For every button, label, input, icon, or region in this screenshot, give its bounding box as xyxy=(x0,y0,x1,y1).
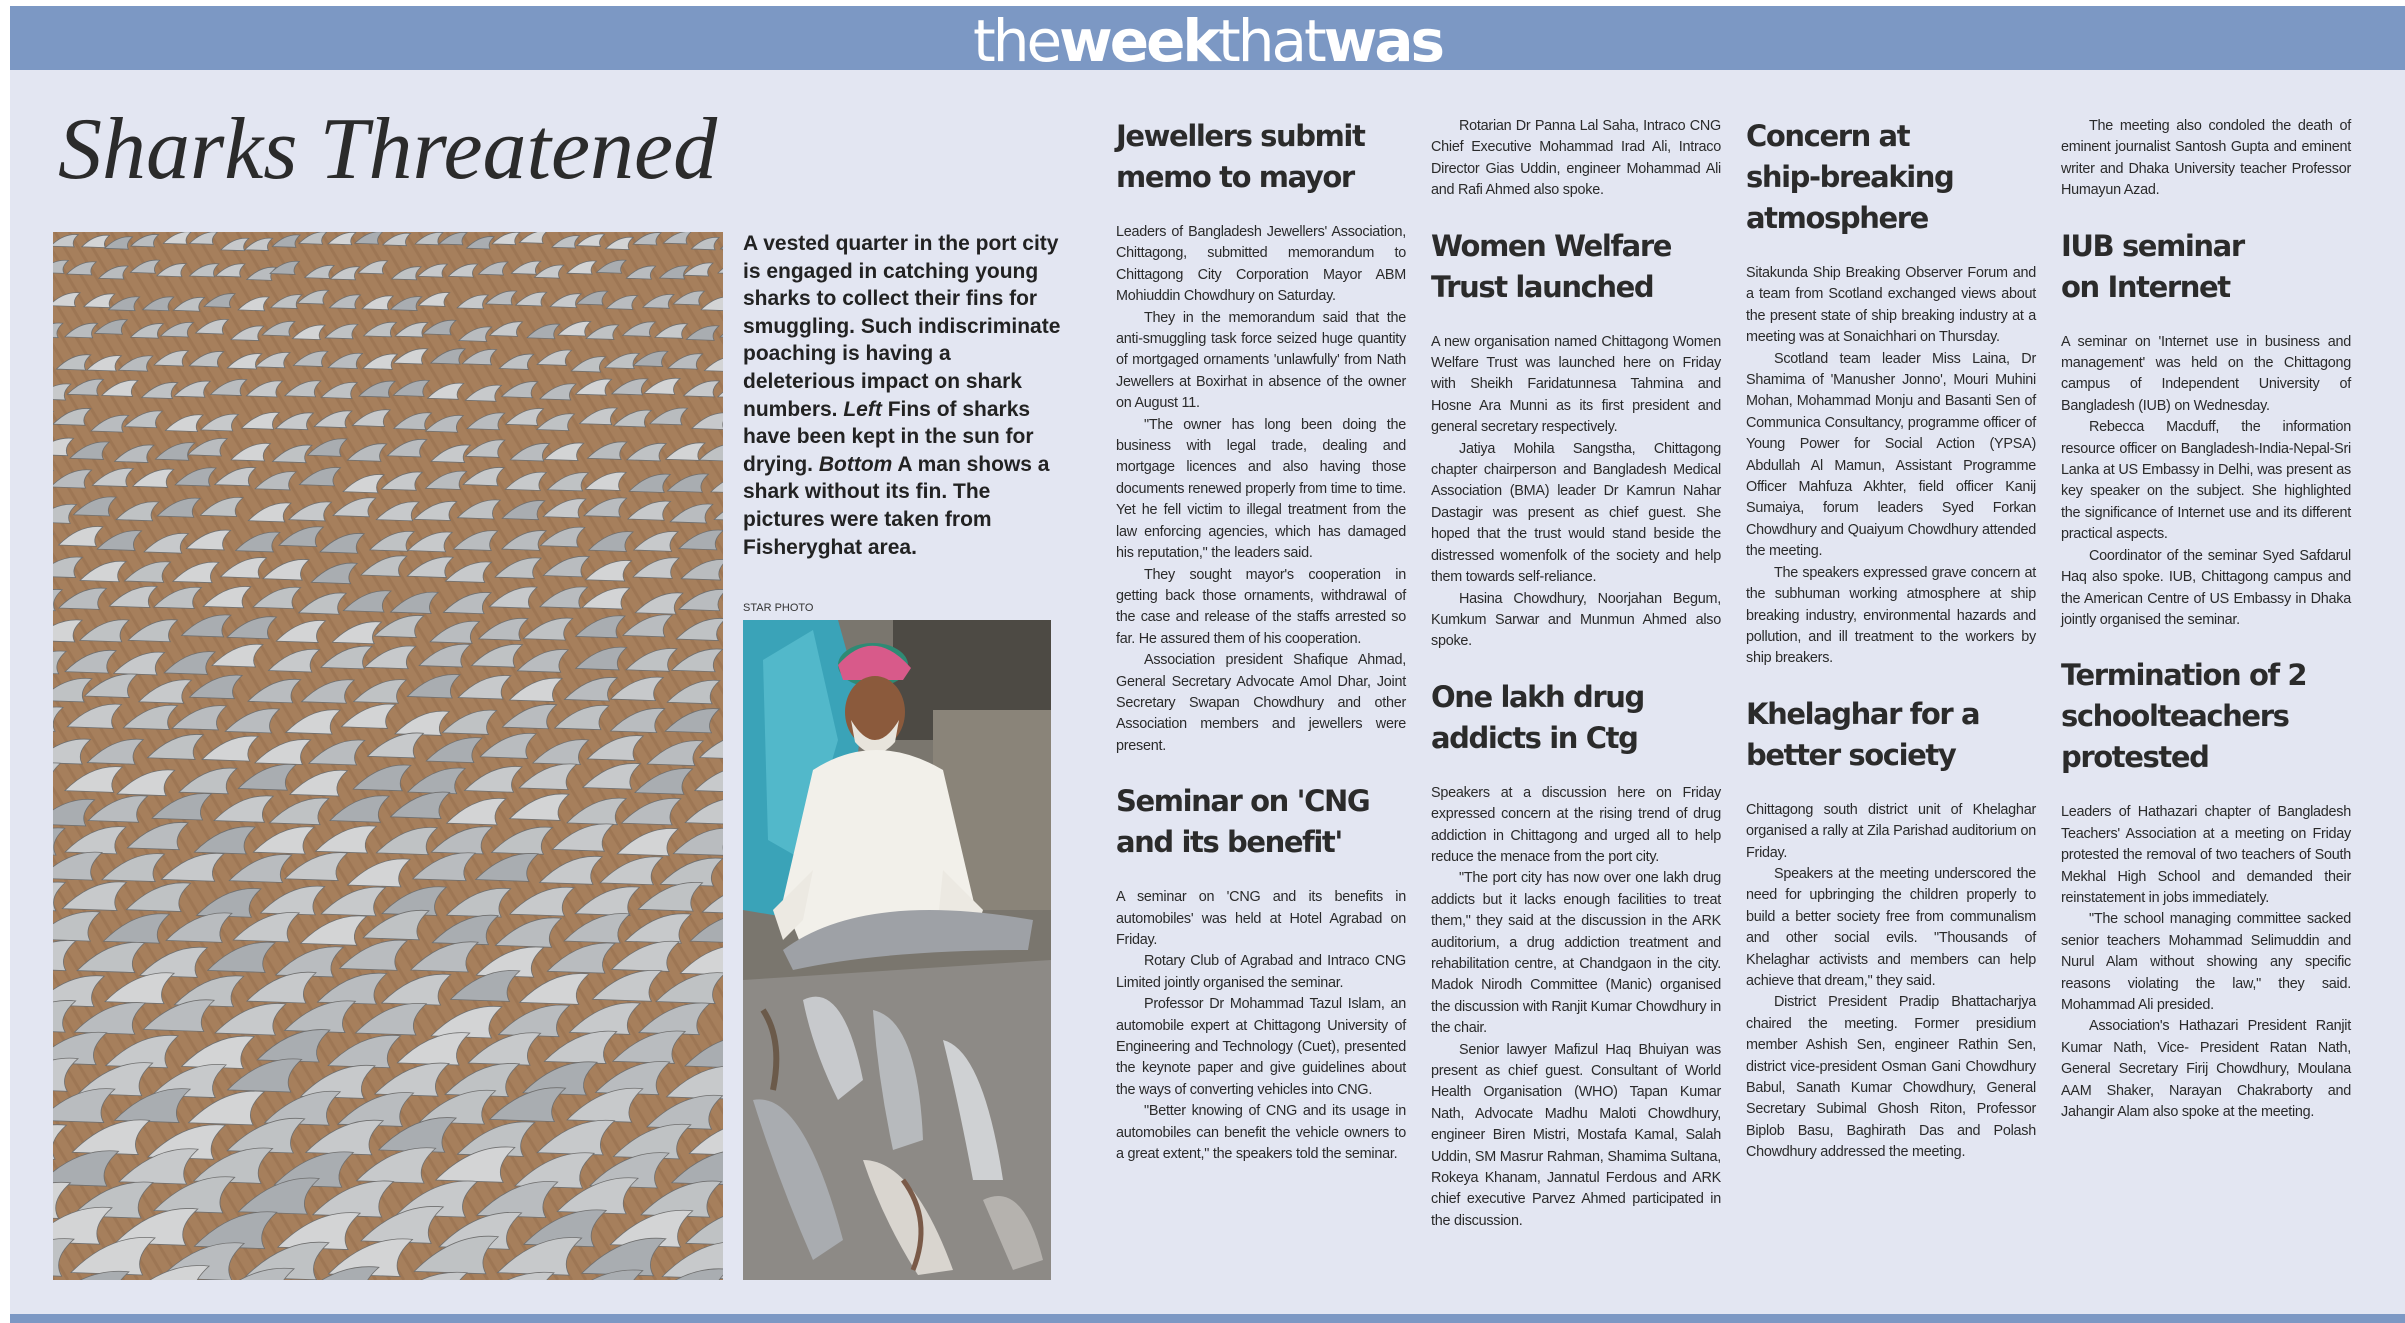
paragraph: A seminar on 'CNG and its benefits in automobiles' was held at Hotel Agrabad on Friday. xyxy=(1116,889,1406,948)
paragraph: Hasina Chowdhury, Noorjahan Begum, Kumkum Sarwar and Munmun Ahmed also spoke. xyxy=(1431,590,1721,650)
article-teacher-termination xyxy=(2061,655,2351,1123)
paragraph: Scotland team leader Miss Laina, Dr Shamima of 'Manusher Jonno', Mouri Muhini Mohan, Mohammad Monju and Basanti Sen of Communica Consultancy, programme officer of Young Power for Social Action (YPSA) Abdullah Al Mamun, Assistant Programme Officer Mahfuza Akhter, field officer Kanij Sumaiya, forum leaders Syed Forkan Chowdhury and Quaiyum Chowdhury attended the meeting. xyxy=(1746,350,2036,560)
headline-line: One lakh drug xyxy=(1431,679,1644,714)
headline-line: better society xyxy=(1746,737,1956,772)
section-banner xyxy=(10,6,2405,70)
paragraph: They in the memorandum said that the anti-smuggling task force seized huge quantity of mortgaged ornaments 'unlawfully' from Nath Jewellers at Boxirhat in absence of the owner on August 11. xyxy=(1116,309,1406,412)
paragraph: Association president Shafique Ahmad, General Secretary Advocate Amol Dhar, Joint Secretary Swapan Chowdhury and other Association members and jewellers were present. xyxy=(1116,652,1406,754)
article-column-4 xyxy=(2061,116,2351,1147)
caption-emphasis-left: Left xyxy=(843,397,882,421)
paragraph: Rebecca Macduff, the information resource officer on Bangladesh-India-Nepal-Sri Lanka at US Embassy in Delhi, was present as key speaker on the subject. She highlighted the significance of Internet use and its different practical aspects. xyxy=(2061,419,2351,543)
paragraph: The meeting also condoled the death of eminent journalist Santosh Gupta and eminent writer and Dhaka University teacher Professor Humayun Azad. xyxy=(2061,118,2351,199)
article-women-welfare xyxy=(1431,226,1721,653)
banner-word-the: the xyxy=(972,7,1060,70)
article-ship-breaking xyxy=(1746,116,2036,670)
newspaper-page xyxy=(10,6,2405,1323)
article-khelaghar-continued xyxy=(2061,116,2351,202)
headline-ship-breaking xyxy=(1746,116,2036,239)
headline-drug-addicts xyxy=(1431,677,1721,759)
headline-line: schoolteachers xyxy=(2061,699,2289,734)
paragraph: Chittagong south district unit of Khelaghar organised a rally at Zila Parishad auditorium on Friday. xyxy=(1746,801,2036,861)
headline-women-welfare xyxy=(1431,226,1721,308)
headline-line: Khelaghar for a xyxy=(1746,696,1980,731)
headline-line: Jewellers submit xyxy=(1116,119,1365,153)
paragraph: Leaders of Bangladesh Jewellers' Association, Chittagong, submitted memorandum to Chittagong City Corporation Mayor ABM Mohiuddin Chowdhury on Saturday. xyxy=(1116,224,1406,305)
paragraph: "The port city has now over one lakh drug addicts but it lacks enough facilities to treat them," they said at the discussion in the ARK auditorium, a drug addiction treatment and rehabilitation centre, at Chandgaon in the city. Madok Nirodh Committee (Manic) organised the discussion with Ranjit Kumar Chowdhury in the chair. xyxy=(1431,870,1721,1037)
headline-line: atmosphere xyxy=(1746,201,1928,235)
article-cng-continued xyxy=(1431,116,1721,202)
paragraph: Senior lawyer Mafizul Haq Bhuiyan was present as chief guest. Consultant of World Health Organisation (WHO) Tapan Kumar Nath, Advocate Madhu Maloti Chowdhury, engineer Biren Mistri, Mostafa Kamal, Salah Uddin, SM Masrur Rahman, Shamima Sultana, Rokeya Khanam, Jannatul Ferdous and ARK chief executive Parvez Ahmed participated in the discussion. xyxy=(1431,1041,1721,1229)
paragraph: Rotary Club of Agrabad and Intraco CNG Limited jointly organised the seminar. xyxy=(1116,953,1406,991)
headline-cng xyxy=(1116,781,1406,863)
headline-iub-seminar xyxy=(2061,226,2351,308)
caption-text-3: A man shows a shark without its fin. The pictures were taken from Fisheryghat area. xyxy=(743,452,1050,559)
caption-text-1: A vested quarter in the port city is engaged in catching young sharks to collect their fins for smuggling. Such indiscriminate poaching is having a deleterious impact on shark numbers. xyxy=(743,232,1061,421)
banner-word-that: that xyxy=(1217,7,1324,70)
paragraph: Coordinator of the seminar Syed Safdarul Haq also spoke. IUB, Chittagong campus and the American Centre of US Embassy in Dhaka jointly organised the seminar. xyxy=(2061,547,2351,628)
headline-line: Trust launched xyxy=(1431,269,1654,304)
headline-line: protested xyxy=(2061,740,2209,775)
article-drug-addicts xyxy=(1431,677,1721,1233)
caption-text-2: Fins of sharks have been kept in the sun for drying. xyxy=(743,397,1034,476)
paragraph: A seminar on 'Internet use in business and management' was held on the Chittagong campus of Independent University of Bangladesh (IUB) on Wednesday. xyxy=(2061,333,2351,414)
article-cng xyxy=(1116,781,1406,1165)
headline-jewellers xyxy=(1116,116,1406,198)
article-column-3 xyxy=(1746,116,2036,1188)
paragraph: Jatiya Mohila Sangstha, Chittagong chapter chairperson and Bangladesh Medical Association (BMA) leader Dr Kamrun Nahar Dastagir was present as chief guest. She hoped that the trust would stand beside the distressed womenfolk of the society and help them towards self-reliance. xyxy=(1431,440,1721,586)
headline-line: and its benefit' xyxy=(1116,825,1342,860)
paragraph: Sitakunda Ship Breaking Observer Forum and a team from Scotland exchanged views about the present state of ship breaking industry at a meeting was at Sonaichhari on Thursday. xyxy=(1746,265,2036,346)
caption-emphasis-bottom: Bottom xyxy=(818,452,893,476)
paragraph: "The school managing committee sacked senior teachers Mohammad Selimuddin and Nurul Alam without showing any specific reasons violating the law," they said. Mohammad Ali presided. xyxy=(2061,911,2351,1013)
paragraph: "The owner has long been doing the business with legal trade, dealing and mortgage licences and also having those documents renewed properly from time to time. Yet he fell victim to illegal treatment from the law enforcing agencies, which has damaged his reputation," the leaders said. xyxy=(1116,416,1406,562)
bottom-rule xyxy=(10,1314,2405,1323)
paragraph: A new organisation named Chittagong Women Welfare Trust was launched here on Friday with Sheikh Faridatunnesa Tahmina and Hosne Ara Munni as its first president and general secretary respectively. xyxy=(1431,333,1721,436)
paragraph: Professor Dr Mohammad Tazul Islam, an automobile expert at Chittagong University of Engineering and Technology (Cuet), presented the keynote paper and give guidelines about the ways of converting vehicles into CNG. xyxy=(1116,996,1406,1098)
headline-line: addicts in Ctg xyxy=(1431,720,1638,755)
article-iub-seminar xyxy=(2061,226,2351,632)
headline-line: Seminar on 'CNG xyxy=(1116,784,1370,819)
article-khelaghar xyxy=(1746,694,2036,1164)
photo-caption xyxy=(743,230,1063,561)
paragraph: Association's Hathazari President Ranjit Kumar Nath, Vice- President Ratan Nath, General Secretary Firij Chowdhury, Moulana AAM Shaker, Narayan Chakraborty and Jahangir Alam also spoke at the meeting. xyxy=(2061,1018,2351,1120)
headline-line: Women Welfare xyxy=(1431,228,1672,263)
headline-line: ship-breaking xyxy=(1746,160,1954,194)
paragraph: District President Pradip Bhattacharjya chaired the meeting. Former presidium member Ashish Sen, engineer Rathin Sen, district vice-president Osman Gani Chowdhury Babul, Sanath Kumar Chowdhury, General Secretary Subimal Ghosh Riton, Professor Biplob Basu, Baghirath Das and Polash Chowdhury addressed the meeting. xyxy=(1746,994,2036,1161)
paragraph: Speakers at a discussion here on Friday expressed concern at the rising trend of drug addiction in Chittagong and urged all to help reduce the menace from the port city. xyxy=(1431,784,1721,865)
banner-word-week: week xyxy=(1059,7,1218,70)
headline-line: IUB seminar xyxy=(2061,228,2244,263)
man-with-shark-photo xyxy=(743,620,1051,1280)
paragraph: Speakers at the meeting underscored the need for upbringing the children properly to build a better society free from communalism and other social evils. "Thousands of Khelaghar activists and members can help achieve that dream," they said. xyxy=(1746,865,2036,989)
paragraph: "Better knowing of CNG and its usage in automobiles can benefit the vehicle owners to a great extent," the speakers told the seminar. xyxy=(1116,1103,1406,1163)
paragraph: Leaders of Hathazari chapter of Bangladesh Teachers' Association at a meeting on Friday protested the removal of two teachers of South Mekhal High School and demanded their reinstatement in jobs immediately. xyxy=(2061,804,2351,906)
paragraph: Rotarian Dr Panna Lal Saha, Intraco CNG Chief Executive Mohammad Irad Ali, Intraco Director Gias Uddin, engineer Mohammad Ali and Rafi Ahmed also spoke. xyxy=(1431,118,1721,199)
article-jewellers xyxy=(1116,116,1406,757)
paragraph: They sought mayor's cooperation in getting back those ornaments, withdrawal of the case and release of the staffs arrested so far. He assured them of his cooperation. xyxy=(1116,566,1406,647)
headline-line: on Internet xyxy=(2061,269,2230,304)
shark-fins-photo xyxy=(53,232,723,1280)
headline-line: memo to mayor xyxy=(1116,160,1354,194)
article-column-2 xyxy=(1431,116,1721,1256)
headline-khelaghar xyxy=(1746,694,2036,776)
headline-line: Concern at xyxy=(1746,119,1910,153)
banner-word-was: was xyxy=(1323,7,1443,70)
feature-headline: Sharks Threatened xyxy=(58,101,718,198)
article-column-1 xyxy=(1116,116,1406,1189)
photo-credit: STAR PHOTO xyxy=(743,602,814,614)
paragraph: The speakers expressed grave concern at the subhuman working atmosphere at ship breaking industry, environmental hazards and pollution, and ill treatment to the workers by ship breakers. xyxy=(1746,564,2036,667)
headline-teacher-termination xyxy=(2061,655,2351,778)
headline-line: Termination of 2 xyxy=(2061,658,2307,693)
